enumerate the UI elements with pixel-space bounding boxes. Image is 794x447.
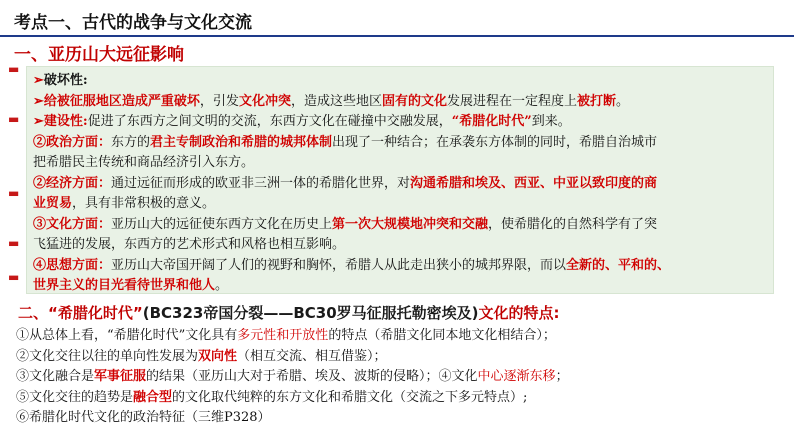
- text-span: 促进了东西方之间文明的交流，东西方文化在碰撞中交融发展，: [87, 114, 452, 129]
- heading-part: 文化的特点:: [478, 304, 560, 322]
- emph-span: 军事征服: [94, 369, 147, 384]
- text-span: 飞猛进的发展，东西方的艺术形式和风格也相互影响。: [33, 237, 346, 252]
- emph-span: 世界主义的目光看待世界和他人: [33, 278, 216, 293]
- text-span: ③文化融合是: [16, 369, 95, 384]
- list-item: [16, 388, 786, 409]
- text-span: ⑤文化交往的趋势是: [16, 389, 134, 405]
- thought-line-2: [33, 276, 767, 297]
- text-span: 通过远征而形成的欧亚非三洲一体的希腊化世界，对: [111, 175, 411, 191]
- arrow-icon: ➢: [33, 114, 44, 129]
- economic-line: [33, 174, 767, 195]
- text-span: ①从总体上看，“希腊化时代”文化具有: [16, 328, 238, 343]
- political-line-2: [33, 153, 767, 174]
- thought-label: ④思想方面：: [33, 257, 112, 273]
- emph-span: 中心逐渐东移: [477, 369, 556, 384]
- arrow-icon: ➢: [33, 93, 44, 109]
- list-item: [16, 367, 786, 388]
- text-span: ；: [555, 369, 569, 384]
- emph-span: 全新的、平和的、: [566, 257, 671, 273]
- destructive-label-line: [33, 71, 767, 92]
- heading-part: (BC323帝国分裂——BC30罗马征服托勒密埃及): [142, 304, 479, 322]
- destructive-line: [33, 92, 767, 113]
- political-label: ②政治方面：: [33, 134, 112, 150]
- cultural-label: ③文化方面：: [33, 216, 112, 232]
- text-span: ，引发: [199, 93, 239, 109]
- obscured-line-edge: ▬: [8, 62, 20, 76]
- emph-span: 融合型: [133, 389, 173, 405]
- economic-label: ②经济方面：: [33, 175, 112, 191]
- text-span: 。: [215, 278, 229, 293]
- emph-span: 多元性和开放性: [237, 328, 329, 343]
- text-span: 的文化取代纯粹的东方文化和希腊文化（交流之下多元特点）;: [172, 389, 528, 405]
- emph-span: 业贸易: [33, 196, 73, 211]
- cultural-line-2: [33, 235, 767, 256]
- political-line: [33, 133, 767, 154]
- text-span: ②文化交往以往的单向性发展为: [16, 348, 199, 364]
- list-item: [16, 347, 786, 368]
- text-span: 亚历山大的远征使东西方文化在历史上: [111, 216, 333, 232]
- heading-part: 二、“希腊化时代”: [18, 304, 143, 322]
- cultural-line: [33, 215, 767, 236]
- text-span: ，具有非常积极的意义。: [72, 196, 216, 211]
- text-span: （相互交流、相互借鉴）；: [237, 348, 387, 364]
- text-span: 把希腊民主传统和商品经济引入东方。: [33, 155, 255, 170]
- feature-list: [16, 326, 786, 429]
- text-span: 东方的: [111, 134, 151, 150]
- list-item: [16, 408, 786, 429]
- emph-span: 被打断: [577, 93, 617, 109]
- destructive-label: 破坏性:: [43, 73, 88, 88]
- text-span: 出现了一种结合；在承袭东方体制的同时，希腊自治城市: [332, 134, 658, 150]
- text-span: 亚历山大帝国开阔了人们的视野和胸怀，希腊人从此走出狭小的城邦界限，而以: [111, 257, 567, 273]
- page-title: 考点一、古代的战争与文化交流: [14, 13, 252, 33]
- obscured-line-edge: ▬: [8, 112, 20, 126]
- economic-line-2: [33, 194, 767, 215]
- constructive-line: [33, 112, 767, 133]
- text-span: ，使希腊化的自然科学有了突: [488, 216, 658, 232]
- impact-panel: [26, 66, 774, 294]
- emph-span: 沟通希腊和埃及、西亚、中亚以致印度的商: [410, 175, 658, 191]
- emph-span: 双向性: [198, 348, 238, 364]
- text-span: ，造成这些地区: [290, 93, 382, 109]
- emph-span: “希腊化时代”: [451, 114, 532, 129]
- obscured-line-edge: ▬: [8, 236, 20, 250]
- list-item: [16, 326, 786, 347]
- text-span: 发展进程在一定程度上: [446, 93, 577, 109]
- text-span: 到来。: [531, 114, 571, 129]
- obscured-line-edge: ▬: [8, 270, 20, 284]
- constructive-label: 建设性:: [43, 114, 88, 129]
- text-span: ⑥希腊化时代文化的政治特征（三维P328）: [16, 410, 271, 425]
- obscured-line-edge: ▬: [8, 186, 20, 200]
- arrow-icon: ➢: [33, 73, 44, 88]
- emph-span: 固有的文化: [381, 93, 447, 109]
- destructive-emph: 给被征服地区造成严重破坏: [43, 93, 200, 109]
- thought-line: [33, 256, 767, 277]
- emph-span: 第一次大规模地冲突和交融: [332, 216, 489, 232]
- text-span: 的结果（亚历山大对于希腊、埃及、波斯的侵略）；④文化: [146, 369, 478, 384]
- text-span: 。: [616, 93, 630, 109]
- emph-span: 君主专制政治和希腊的城邦体制: [150, 134, 333, 150]
- section-heading-2: [18, 302, 560, 323]
- title-divider: [0, 35, 794, 37]
- emph-span: 文化冲突: [238, 93, 291, 109]
- section-heading-1: 一、亚历山大远征影响: [14, 45, 184, 65]
- text-span: 的特点（希腊文化同本地文化相结合）；: [328, 328, 556, 343]
